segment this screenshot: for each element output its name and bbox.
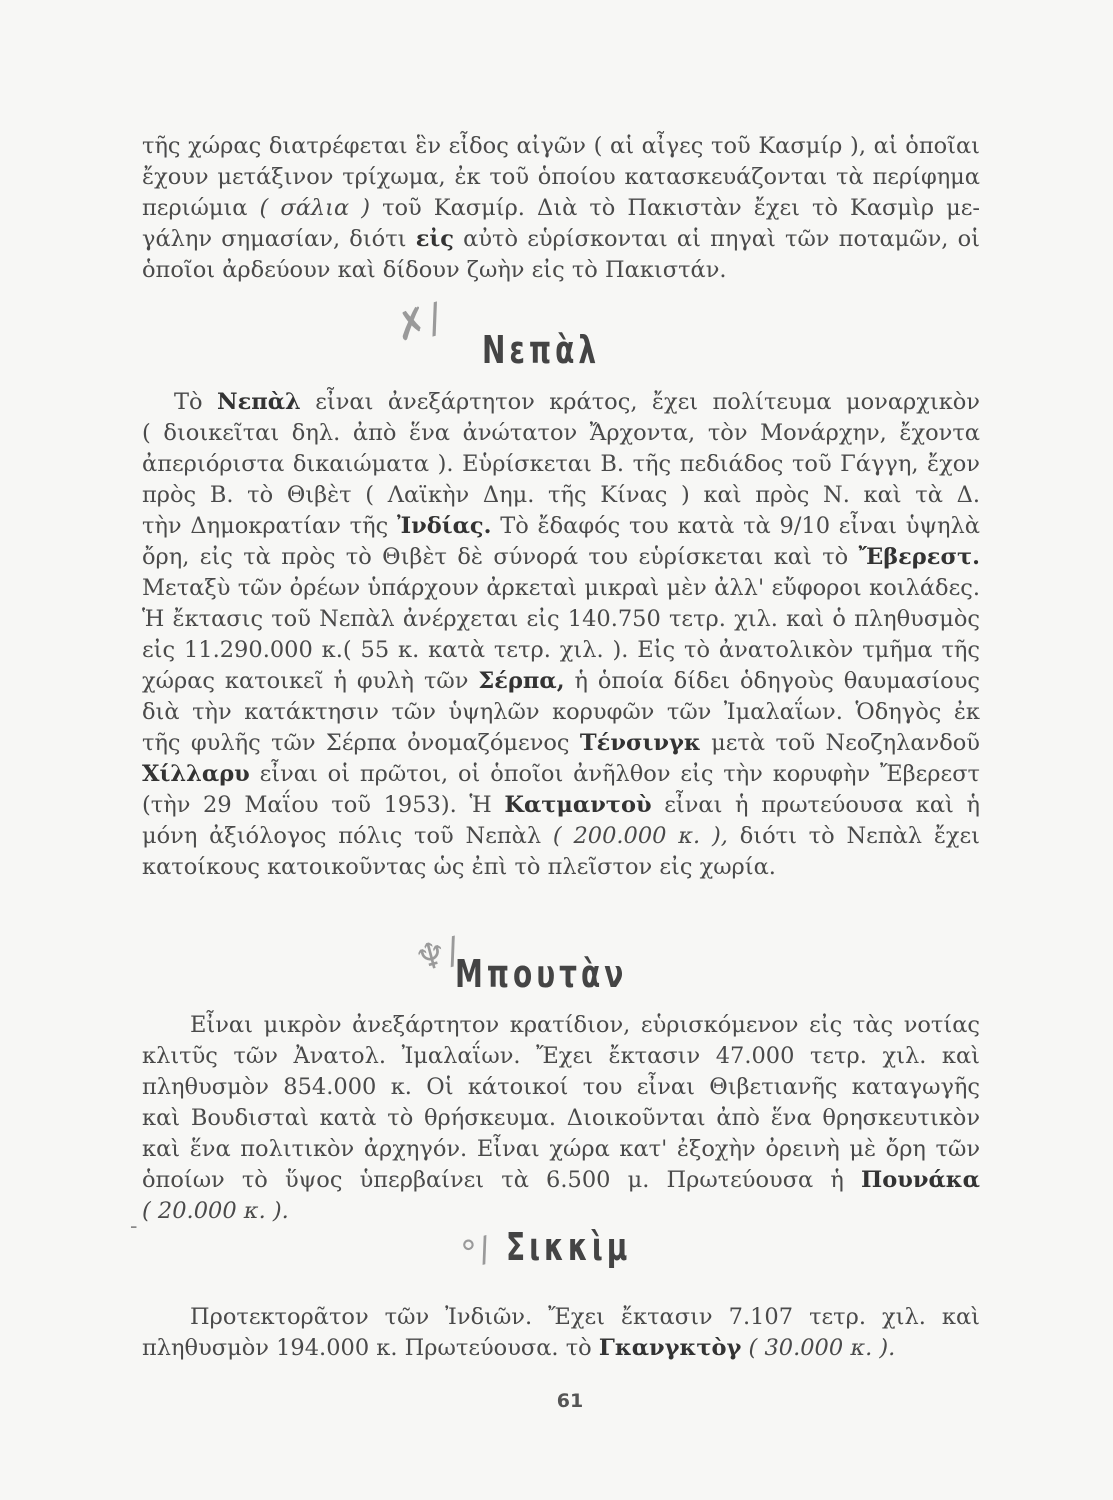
text-line: Εἶναι μικρὸν ἀνεξάρτητον κρατίδιον, εὑρισκόμενον εἰς τὰς νοτίας: [190, 1012, 980, 1038]
text-line: ( διοικεῖται δηλ. ἀπὸ ἕνα ἀνώτατον Ἄρχοντα, τὸν Μονάρχην, ἔχοντα: [142, 420, 980, 446]
text-line: τῆς χώρας διατρέφεται ἓν εἶδος αἰγῶν ( αἱ αἶγες τοῦ Κασμίρ ), αἱ ὁποῖαι: [142, 133, 980, 159]
text-line: ὄρη, εἰς τὰ πρὸς τὸ Θιβὲτ δὲ σύνορά του εὑρίσκεται καὶ τὸ Ἔβερεστ.: [142, 544, 981, 570]
text-line: μόνη ἀξιόλογος πόλις τοῦ Νεπὰλ ( 200.000 κ. ), διότι τὸ Νεπὰλ ἔχει: [142, 823, 981, 849]
nepal-paragraph: [142, 387, 980, 883]
text-line: πρὸς Β. τὸ Θιβὲτ ( Λαϊκὴν Δημ. τῆς Κίνας ) καὶ πρὸς Ν. καὶ τὰ Δ.: [142, 482, 980, 508]
text-line: Χίλλαρυ εἶναι οἱ πρῶτοι, οἱ ὁποῖοι ἀνῆλθον εἰς τὴν κορυφὴν Ἔβερεστ: [142, 761, 981, 787]
text-line: Ἡ ἔκτασις τοῦ Νεπὰλ ἀνέρχεται εἰς 140.750 τετρ. χιλ. καὶ ὁ πληθυσμὸς: [142, 606, 980, 632]
page-number: 61: [556, 1390, 584, 1412]
text-line: τῆς φυλῆς τῶν Σέρπα ὀνομαζόμενος Τένσινγκ μετὰ τοῦ Νεοζηλανδοῦ: [142, 730, 980, 756]
text-line: κλιτῦς τῶν Ἀνατολ. Ἰμαλαΐων. Ἔχει ἔκτασιν 47.000 τετρ. χιλ. καὶ: [142, 1043, 980, 1069]
text-line: τὴν Δημοκρατίαν τῆς Ἰνδίας. Τὸ ἔδαφός του κατὰ τὰ 9/10 εἶναι ὑψηλὰ: [142, 513, 980, 539]
text-line: περιώμια ( σάλια ) τοῦ Κασμίρ. Διὰ τὸ Πακιστὰν ἔχει τὸ Κασμὶρ με-: [142, 195, 980, 221]
intro-paragraph: [142, 131, 980, 286]
section-heading-sikkim: Σικκὶμ: [506, 1225, 632, 1270]
text-line: Προτεκτορᾶτον τῶν Ἰνδιῶν. Ἔχει ἔκτασιν 7.107 τετρ. χιλ. καὶ: [190, 1304, 980, 1330]
sikkim-paragraph: [142, 1302, 980, 1364]
text-line: ἀπεριόριστα δικαιώματα ). Εὑρίσκεται Β. τῆς πεδιάδος τοῦ Γάγγη, ἔχον: [142, 451, 980, 477]
text-line: κατοίκους κατοικοῦντας ὡς ἐπὶ τὸ πλεῖστον εἰς χωρία.: [142, 854, 776, 880]
section-heading-nepal: Νεπὰλ: [482, 328, 601, 373]
margin-dash-mark: -: [130, 1214, 138, 1239]
pencil-mark-sikkim: °/: [457, 1228, 496, 1276]
text-line: καὶ ἕνα πολιτικὸν ἀρχηγόν. Εἶναι χώρα κατ' ἐξοχὴν ὀρεινὴ μὲ ὄρη τῶν: [142, 1136, 980, 1162]
text-line: ἔχουν μετάξινον τρίχωμα, ἐκ τοῦ ὁποίου κατασκευάζονται τὰ περίφημα: [142, 164, 980, 190]
text-line: Τὸ Νεπὰλ εἶναι ἀνεξάρτητον κράτος, ἔχει πολίτευμα μοναρχικὸν: [174, 389, 980, 415]
text-line: διὰ τὴν κατάκτησιν τῶν ὑψηλῶν κορυφῶν τῶν Ἰμαλαΐων. Ὁδηγὸς ἐκ: [142, 699, 980, 725]
text-line: ὁποῖοι ἀρδεύουν καὶ δίδουν ζωὴν εἰς τὸ Πακιστάν.: [142, 257, 727, 283]
text-line: (τὴν 29 Μαΐου τοῦ 1953). Ἡ Κατμαντοὺ εἶναι ἡ πρωτεύουσα καὶ ἡ: [142, 792, 980, 818]
text-line: ὁποίων τὸ ὕψος ὑπερβαίνει τὰ 6.500 μ. Πρωτεύουσα ἡ Πουνάκα: [142, 1167, 980, 1193]
pencil-mark-bhutan: ♆/: [410, 929, 464, 982]
text-line: πληθυσμὸν 194.000 κ. Πρωτεύουσα. τὸ Γκανγκτὸγ ( 30.000 κ. ).: [142, 1335, 896, 1361]
text-line: γάλην σημασίαν, διότι εἰς αὐτὸ εὑρίσκονται αἱ πηγαὶ τῶν ποταμῶν, οἱ: [142, 226, 981, 252]
text-line: πληθυσμὸν 854.000 κ. Οἱ κάτοικοί του εἶναι Θιβετιανῆς καταγωγῆς: [142, 1074, 980, 1100]
bhutan-paragraph: [142, 1010, 980, 1227]
text-line: εἰς 11.290.000 κ.( 55 κ. κατὰ τετρ. χιλ. ). Εἰς τὸ ἀνατολικὸν τμῆμα τῆς: [142, 637, 980, 663]
text-line: ( 20.000 κ. ).: [142, 1198, 289, 1224]
text-line: καὶ Βουδισταὶ κατὰ τὸ θρήσκευμα. Διοικοῦνται ἀπὸ ἕνα θρησκευτικὸν: [142, 1105, 980, 1131]
text-line: χώρας κατοικεῖ ἡ φυλὴ τῶν Σέρπα, ἡ ὁποία δίδει ὁδηγοὺς θαυμασίους: [142, 668, 980, 694]
text-line: Μεταξὺ τῶν ὀρέων ὑπάρχουν ἀρκεταὶ μικραὶ μὲν ἀλλ' εὔφοροι κοιλάδες.: [142, 575, 980, 601]
pencil-mark-nepal: ✗/: [389, 294, 448, 352]
section-heading-bhutan: Μπουτὰν: [455, 952, 628, 997]
